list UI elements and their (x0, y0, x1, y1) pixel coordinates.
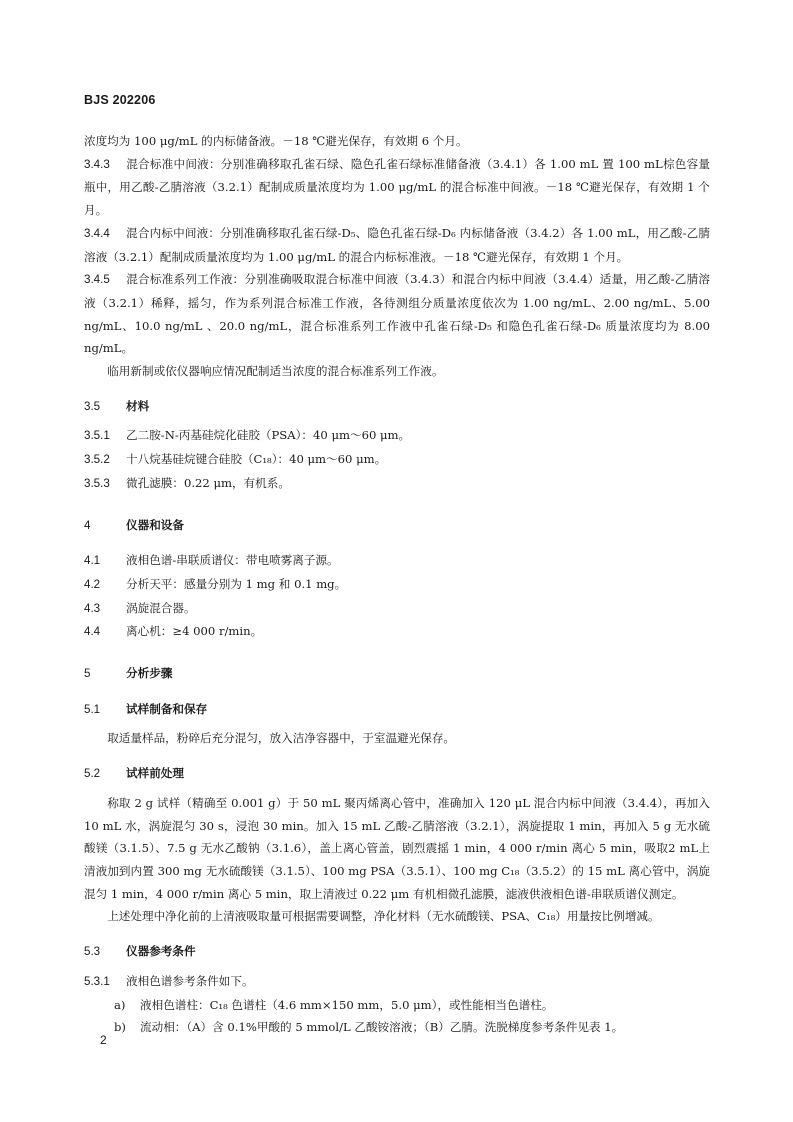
section-heading (84, 940, 710, 964)
section-number: 3.5.1 (84, 429, 110, 443)
numbered-item (84, 549, 710, 573)
paragraph-text: 试样制备和保存 (126, 701, 208, 716)
paragraph-text: 微孔滤膜：0.22 μm，有机系。 (126, 475, 290, 490)
page-number: 2 (100, 1033, 107, 1047)
section-heading (84, 698, 710, 722)
section-number: 4.3 (84, 601, 101, 615)
numbered-item (84, 472, 710, 496)
numbered-item (84, 448, 710, 472)
section-number: 4.2 (84, 577, 101, 591)
section-number: 4.4 (84, 625, 101, 639)
numbered-item (84, 268, 710, 360)
list-item (84, 994, 710, 1017)
paragraph-text: 分析天平：感量分别为 1 mg 和 0.1 mg。 (126, 576, 347, 591)
section-number: 3.4.3 (84, 157, 110, 171)
paragraph-text: 乙二胺-N-丙基硅烷化硅胶（PSA）：40 μm～60 μm。 (126, 428, 411, 443)
paragraph (84, 727, 710, 750)
numbered-item (84, 153, 710, 222)
section-number: 5.2 (84, 767, 101, 781)
section-heading (84, 395, 710, 419)
paragraph-text: 流动相：（A）含 0.1%甲酸的 5 mmol/L 乙酸铵溶液；（B）乙腈。洗脱梯度参考条件见表 1。 (140, 1020, 624, 1035)
section-heading (84, 662, 710, 686)
section-number: 5.1 (84, 702, 101, 716)
paragraph-text: 涡旋混合器。 (126, 600, 196, 615)
section-number: b) (114, 1020, 126, 1035)
section-number: 3.5 (84, 399, 101, 413)
section-number: 4 (84, 518, 91, 532)
paragraph-text: 混合内标中间液：分别准确移取孔雀石绿-D₅、隐色孔雀石绿-D₆ 内标储备液（3.4.2）各 1.00 mL，用乙酸-乙腈溶液（3.2.1）配制成质量浓度均为 1.00 μg/mL 的混合内标标准液。－18 ℃避光保存，有效期 1 个月。 (84, 225, 710, 264)
section-number: a) (114, 997, 126, 1012)
numbered-item (84, 573, 710, 597)
paragraph-text: 离心机：≥4 000 r/min。 (126, 624, 263, 639)
paragraph-text: 称取 2 g 试样（精确至 0.001 g）于 50 mL 聚丙烯离心管中，准确加入 120 μL 混合内标中间液（3.4.4），再加入 10 mL 水，涡旋混匀 30 s，浸泡 30 min。加入 15 mL 乙酸-乙腈溶液（3.2.1），涡旋提取 1 min，再加入 5 g 无水硫酸镁（3.1.5）、7.5 g 无水乙酸钠（3.1.6），盖上离心管盖，剧烈震摇 1 min，4 000 r/min 离心 5 min，吸取2 mL上清液加到内置 300 mg 无水硫酸镁（3.1.5）、100 mg PSA（3.5.1）、100 mg C₁₈（3.5.2）的 15 mL 离心管中，涡旋混匀 1 min，4 000 r/min 离心 5 min，取上清液过 0.22 μm 有机相微孔滤膜，滤液供液相色谱-串联质谱仪测定。 (84, 795, 710, 901)
section-number: 5 (84, 667, 91, 681)
section-number: 5.3 (84, 945, 101, 959)
section-number: 3.4.5 (84, 273, 110, 287)
paragraph-text: 混合标准系列工作液：分别准确吸取混合标准中间液（3.4.3）和混合内标中间液（3.4.4）适量，用乙酸-乙腈溶液（3.2.1）稀释，摇匀，作为系列混合标准工作液，各待测组分质量浓度依次为 1.00 ng/mL、2.00 ng/mL、5.00 ng/mL、10.0 ng/mL 、20.0 ng/mL，混合标准系列工作液中孔雀石绿-D₅ 和隐色孔雀石绿-D₆ 质量浓度均为 8.00 ng/mL。 (84, 272, 710, 356)
paragraph (84, 905, 710, 928)
paragraph-text: 液相色谱-串联质谱仪：带电喷雾离子源。 (126, 553, 339, 568)
numbered-item (84, 222, 710, 268)
section-number: 3.5.2 (84, 453, 110, 467)
paragraph-text: 浓度均为 100 μg/mL 的内标储备液。－18 ℃避光保存，有效期 6 个月。 (84, 134, 468, 148)
paragraph-text: 材料 (126, 398, 150, 413)
paragraph-text: 液相色谱参考条件如下。 (126, 973, 254, 988)
section-heading (84, 762, 710, 786)
numbered-item (84, 620, 710, 644)
numbered-item (84, 970, 710, 994)
paragraph-text: 分析步骤 (126, 666, 173, 681)
paragraph-text: 液相色谱柱：C₁₈ 色谱柱（4.6 mm×150 mm，5.0 μm），或性能相当色谱柱。 (140, 997, 554, 1012)
document-body (84, 130, 710, 1039)
paragraph-text: 上述处理中净化前的上清液吸取量可根据需要调整，净化材料（无水硫酸镁、PSA、C₁₈）用量按比例增减。 (107, 909, 660, 924)
list-item (84, 1016, 710, 1039)
section-number: 3.4.4 (84, 226, 110, 240)
paragraph-text: 混合标准中间液：分别准确移取孔雀石绿、隐色孔雀石绿标准储备液（3.4.1）各 1.00 mL 置 100 mL棕色容量瓶中，用乙酸-乙腈溶液（3.2.1）配制成质量浓度均为 1.00 μg/mL 的混合标准中间液。－18 ℃避光保存，有效期 1 个月。 (84, 156, 710, 218)
paragraph-text: 试样前处理 (126, 766, 184, 781)
section-number: 3.5.3 (84, 476, 110, 490)
paragraph (84, 130, 710, 153)
paragraph-text: 临用新制或依仪器响应情况配制适当浓度的混合标准系列工作液。 (107, 364, 444, 379)
paragraph (84, 360, 710, 383)
section-number: 5.3.1 (84, 974, 110, 988)
paragraph-text: 仪器参考条件 (126, 944, 196, 959)
paragraph (84, 792, 710, 906)
section-heading (84, 514, 710, 538)
section-number: 4.1 (84, 554, 101, 568)
paragraph-text: 十八烷基硅烷键合硅胶（C₁₈）：40 μm～60 μm。 (126, 452, 387, 467)
numbered-item (84, 424, 710, 448)
paragraph-text: 仪器和设备 (126, 517, 184, 532)
paragraph-text: 取适量样品，粉碎后充分混匀，放入洁净容器中，于室温避光保存。 (107, 731, 456, 746)
document-header: BJS 202206 (84, 93, 156, 107)
numbered-item (84, 597, 710, 621)
